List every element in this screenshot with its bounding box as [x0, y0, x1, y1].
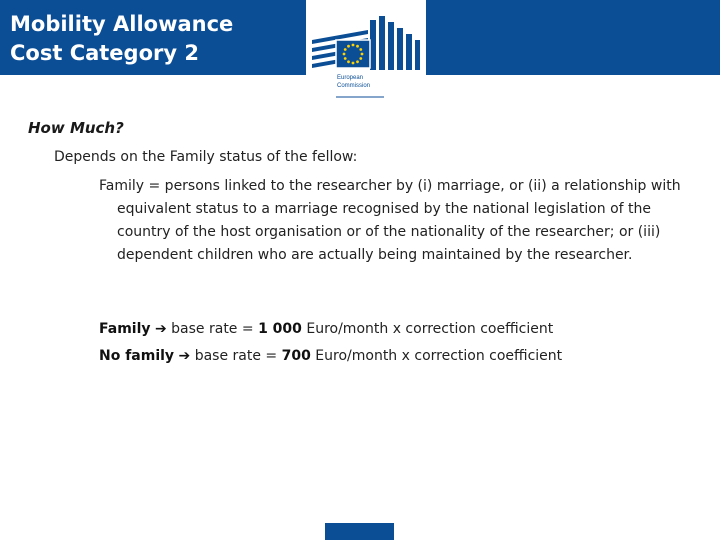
intro-bullet: Depends on the Family status of the fellow: [54, 149, 358, 165]
european-commission-logo [306, 0, 426, 103]
arrow-right-icon: ➔ [178, 348, 191, 364]
rate-suffix: Euro/month x correction coefficient [306, 321, 554, 337]
arrow-right-icon: ➔ [154, 321, 167, 337]
logo-text-line-2: Commission [337, 83, 371, 89]
slide-title [10, 10, 233, 68]
title-line-1: Mobility Allowance [10, 12, 234, 36]
rate-suffix: Euro/month x correction coefficient [315, 348, 563, 364]
rate-label: No family [99, 348, 175, 364]
rate-label: Family [99, 321, 151, 337]
rate-prefix: base rate = [171, 321, 254, 337]
rate-row-no-family [99, 348, 562, 364]
section-heading: How Much? [28, 119, 124, 137]
logo-caption [337, 74, 370, 90]
footer-tab [325, 523, 394, 540]
rate-amount: 1 000 [258, 321, 302, 337]
rate-amount: 700 [281, 348, 311, 364]
title-line-2: Cost Category 2 [10, 41, 199, 65]
family-definition: Family = persons linked to the researcher by (i) marriage, or (ii) a relationship with equivalent status to a marriage recognised by the national legislation of the country of the host organisation or of the nationality of the researcher; or (iii) dependent children who are actually being maintained by the researcher. [99, 178, 681, 263]
logo-text-line-1: European [337, 75, 364, 81]
rate-prefix: base rate = [194, 348, 278, 364]
rate-row-family [99, 321, 553, 337]
